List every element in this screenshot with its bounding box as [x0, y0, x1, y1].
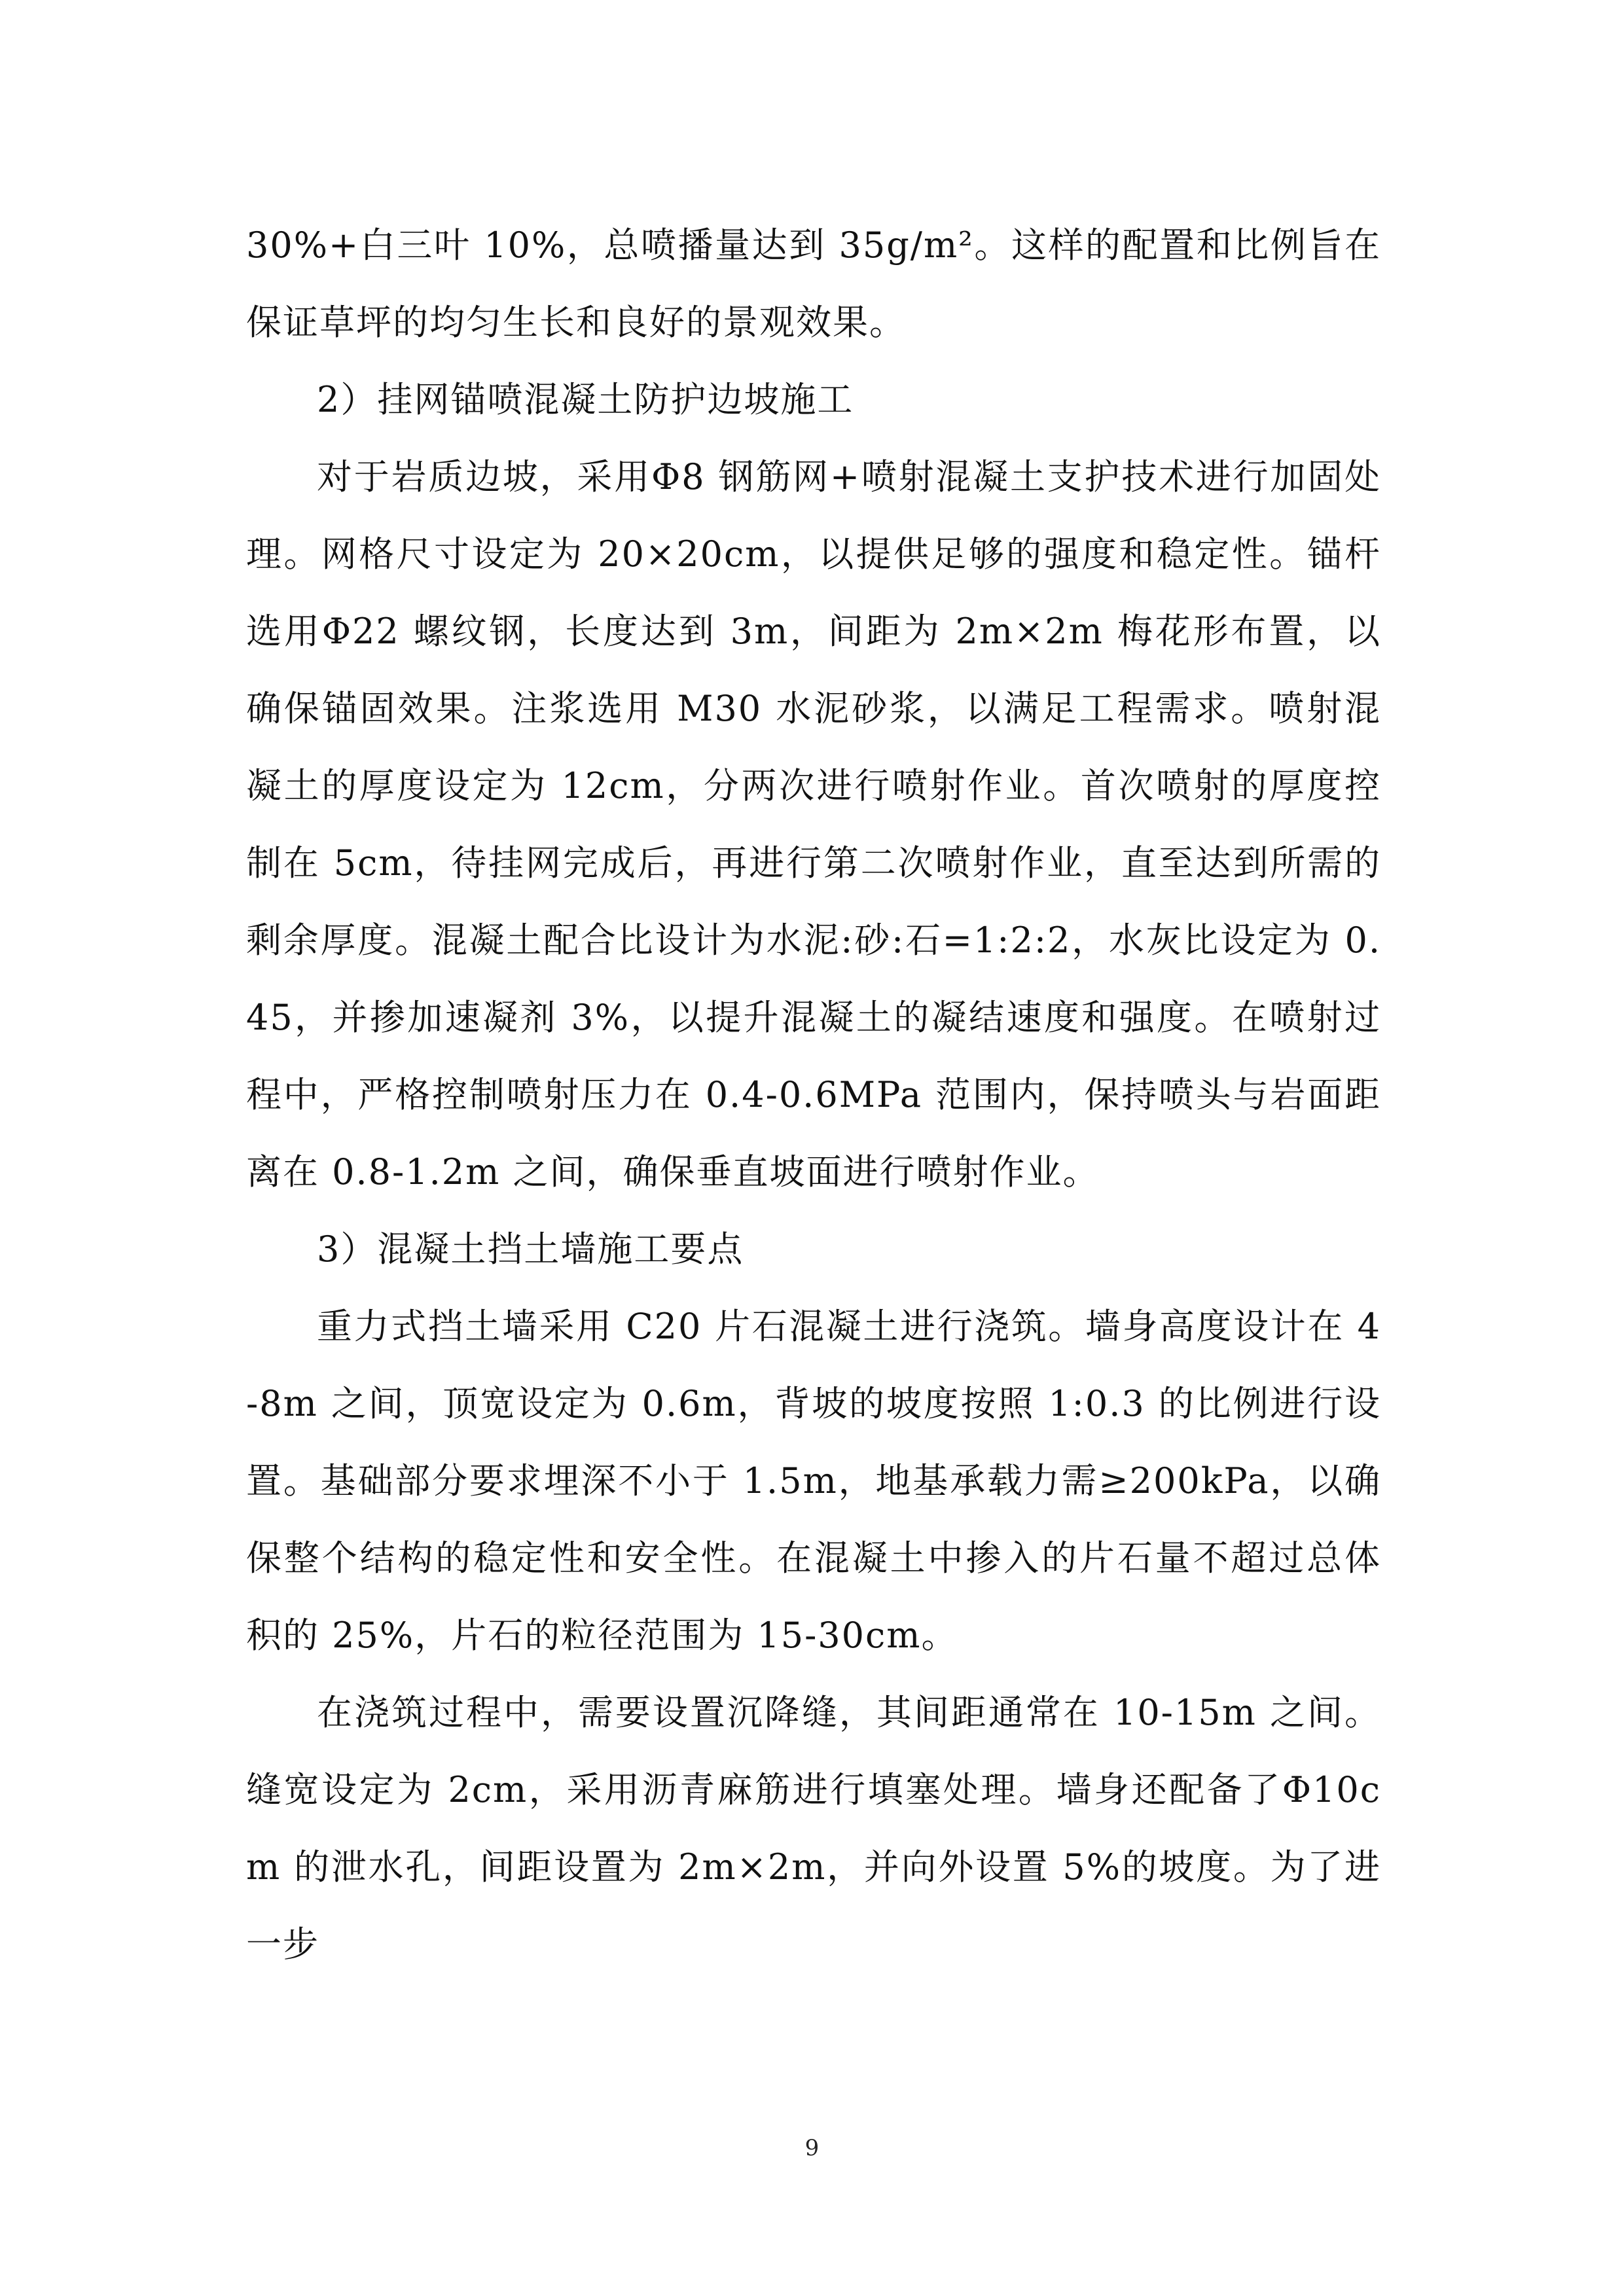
paragraph-mesh-shotcrete: 对于岩质边坡，采用Φ8 钢筋网+喷射混凝土支护技术进行加固处理。网格尺寸设定为 20×20cm，以提供足够的强度和稳定性。锚杆选用Φ22 螺纹钢，长度达到 3m，间距为 2m×2m 梅花形布置，以确保锚固效果。注浆选用 M30 水泥砂浆，以满足工程需求。喷射混凝土的厚度设定为 12cm，分两次进行喷射作业。首次喷射的厚度控制在 5cm，待挂网完成后，再进行第二次喷射作业，直至达到所需的剩余厚度。混凝土配合比设计为水泥:砂:石=1:2:2，水灰比设定为 0.45，并掺加速凝剂 3%，以提升混凝土的凝结速度和强度。在喷射过程中，严格控制喷射压力在 0.4-0.6MPa 范围内，保持喷头与岩面距离在 0.8-1.2m 之间，确保垂直坡面进行喷射作业。 [246, 456, 1381, 1193]
paragraph-settlement-joint: 在浇筑过程中，需要设置沉降缝，其间距通常在 10-15m 之间。缝宽设定为 2cm，采用沥青麻筋进行填塞处理。墙身还配备了Φ10cm 的泄水孔，间距设置为 2m×2m，并向外设置 5%的坡度。为了进一步 [246, 1692, 1381, 1965]
paragraph-continuation: 30%+白三叶 10%，总喷播量达到 35g/m²。这样的配置和比例旨在保证草坪的均匀生长和良好的景观效果。 [246, 224, 1381, 343]
section-heading-mesh-shotcrete: 2）挂网锚喷混凝土防护边坡施工 [317, 379, 854, 420]
section-heading-retaining-wall: 3）混凝土挡土墙施工要点 [317, 1229, 744, 1270]
page-number: 9 [804, 2135, 820, 2161]
paragraph-retaining-wall: 重力式挡土墙采用 C20 片石混凝土进行浇筑。墙身高度设计在 4-8m 之间，顶宽设定为 0.6m，背坡的坡度按照 1:0.3 的比例进行设置。基础部分要求埋深不小于 1.5m，地基承载力需≥200kPa，以确保整个结构的稳定性和安全性。在混凝土中掺入的片石量不超过总体积的 25%，片石的粒径范围为 15-30cm。 [246, 1306, 1381, 1656]
body-text [246, 207, 1381, 1983]
